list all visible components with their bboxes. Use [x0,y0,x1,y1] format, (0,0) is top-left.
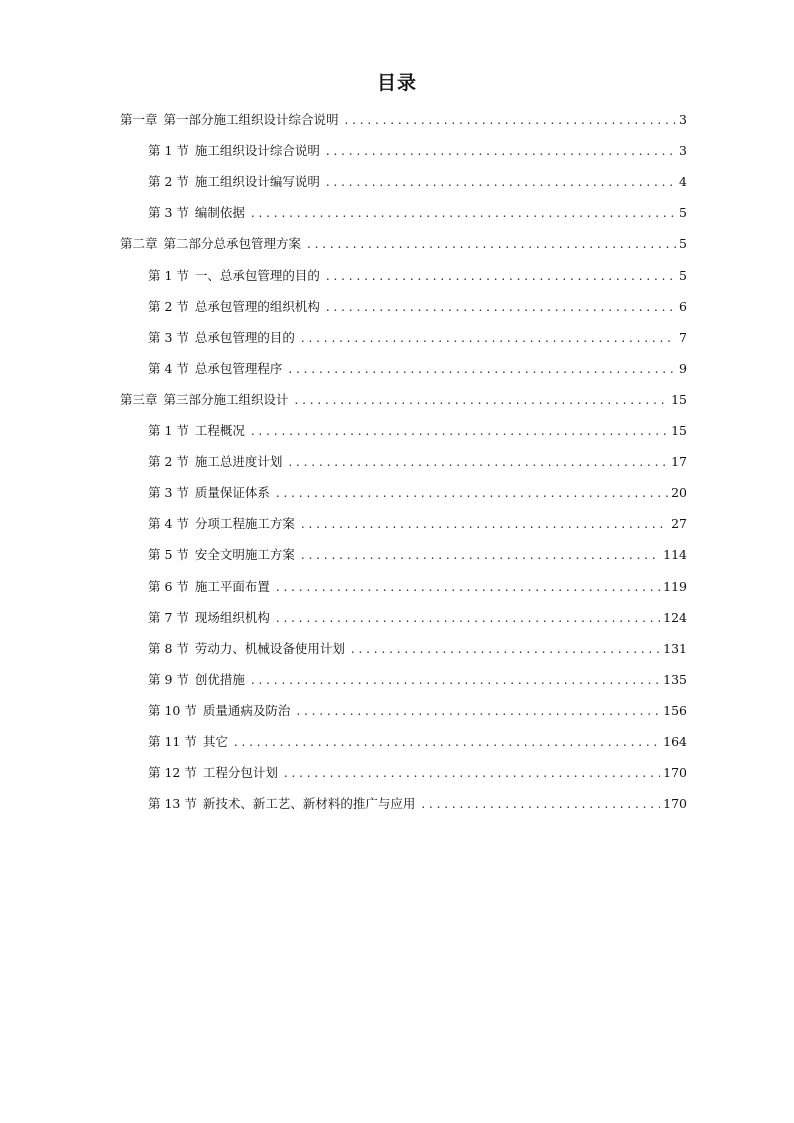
toc-dot-leader [295,388,669,412]
toc-page-number: 4 [679,174,687,189]
toc-entry-title: 施工平面布置 [194,579,270,594]
toc-entry-title: 安全文明施工方案 [194,547,295,562]
toc-entry-title: 第三部分施工组织设计 [163,392,289,407]
toc-dot-leader [288,450,668,474]
toc-page-number: 15 [671,392,687,407]
toc-section-entry[interactable] [148,326,687,350]
toc-section-entry[interactable] [148,575,687,599]
toc-page-number: 17 [671,454,687,469]
toc-section-entry[interactable] [148,264,687,288]
toc-entry-number: 第 9 节 [148,672,189,687]
toc-dot-leader [276,481,668,505]
toc-dot-leader [234,730,660,754]
toc-dot-leader [251,419,668,443]
toc-dot-leader [301,543,660,567]
toc-dot-leader [276,575,660,599]
toc-entry-title: 总承包管理的组织机构 [194,299,320,314]
toc-page-number: 170 [663,796,687,811]
toc-page-number: 156 [663,703,687,718]
toc-section-entry[interactable] [148,637,687,661]
toc-section-entry[interactable] [148,481,687,505]
toc-dot-leader [288,357,676,381]
toc-page-number: 3 [679,112,687,127]
toc-section-entry[interactable] [148,357,687,381]
toc-entry-number: 第 2 节 [148,174,189,189]
toc-page-number: 114 [663,547,687,562]
toc-dot-leader [251,668,660,692]
toc-entry-number: 第 7 节 [148,610,189,625]
toc-dot-leader [421,792,660,816]
toc-chapter-entry[interactable] [120,232,687,256]
toc-page-number: 7 [679,330,687,345]
toc-page-number: 5 [679,268,687,283]
toc-entry-number: 第 5 节 [148,547,189,562]
toc-entry-number: 第二章 [120,236,158,251]
toc-entry-number: 第三章 [120,392,158,407]
toc-section-entry[interactable] [148,699,687,723]
toc-entry-title: 分项工程施工方案 [194,516,295,531]
toc-entry-number: 第 2 节 [148,454,189,469]
toc-entry-number: 第 3 节 [148,485,189,500]
toc-entry-number: 第 4 节 [148,516,189,531]
toc-entry-title: 第一部分施工组织设计综合说明 [163,112,339,127]
toc-entry-number: 第 6 节 [148,579,189,594]
toc-dot-leader [345,108,677,132]
toc-dot-leader [301,512,668,536]
toc-entry-number: 第 2 节 [148,299,189,314]
toc-entry-number: 第 3 节 [148,205,189,220]
toc-page-number: 15 [671,423,687,438]
toc-page-number: 135 [663,672,687,687]
toc-entry-number: 第 1 节 [148,423,189,438]
toc-page-number: 5 [679,236,687,251]
toc-entry-number: 第 10 节 [148,703,197,718]
toc-dot-leader [296,699,660,723]
toc-section-entry[interactable] [148,419,687,443]
toc-dot-leader [301,326,676,350]
toc-section-entry[interactable] [148,668,687,692]
toc-entry-number: 第 1 节 [148,268,189,283]
toc-dot-leader [326,139,676,163]
toc-entry-title: 工程概况 [194,423,245,438]
toc-section-entry[interactable] [148,201,687,225]
toc-page-number: 124 [663,610,687,625]
toc-section-entry[interactable] [148,295,687,319]
toc-entry-number: 第 8 节 [148,641,189,656]
toc-dot-leader [307,232,676,256]
toc-section-entry[interactable] [148,139,687,163]
toc-dot-leader [326,170,676,194]
toc-entry-title: 总承包管理程序 [194,361,283,376]
toc-dot-leader [251,201,676,225]
toc-entry-number: 第 13 节 [148,796,197,811]
toc-page-number: 170 [663,765,687,780]
toc-section-entry[interactable] [148,170,687,194]
toc-dot-leader [351,637,660,661]
toc-entry-title: 创优措施 [194,672,245,687]
toc-entry-title: 施工总进度计划 [194,454,283,469]
toc-section-entry[interactable] [148,512,687,536]
toc-entry-title: 编制依据 [194,205,245,220]
toc-entry-title: 一、总承包管理的目的 [194,268,320,283]
toc-page-number: 9 [679,361,687,376]
toc-section-entry[interactable] [148,730,687,754]
toc-page-number: 20 [671,485,687,500]
toc-entry-title: 现场组织机构 [194,610,270,625]
toc-entry-number: 第 11 节 [148,734,197,749]
toc-dot-leader [284,761,660,785]
toc-entry-title: 质量通病及防治 [202,703,291,718]
toc-section-entry[interactable] [148,543,687,567]
toc-dot-leader [326,264,676,288]
toc-chapter-entry[interactable] [120,108,687,132]
toc-entry-title: 第二部分总承包管理方案 [163,236,302,251]
toc-page-number: 27 [671,516,687,531]
toc-section-entry[interactable] [148,606,687,630]
toc-entry-number: 第 12 节 [148,765,197,780]
toc-entry-title: 劳动力、机械设备使用计划 [194,641,345,656]
toc-page-number: 5 [679,205,687,220]
toc-section-entry[interactable] [148,792,687,816]
toc-entry-number: 第 1 节 [148,143,189,158]
toc-entry-title: 工程分包计划 [202,765,278,780]
toc-entry-number: 第一章 [120,112,158,127]
toc-section-entry[interactable] [148,761,687,785]
toc-entry-title: 施工组织设计编写说明 [194,174,320,189]
toc-page-number: 3 [679,143,687,158]
toc-dot-leader [276,606,660,630]
toc-entry-title: 其它 [202,734,228,749]
toc-entry-title: 总承包管理的目的 [194,330,295,345]
toc-entry-title: 施工组织设计综合说明 [194,143,320,158]
toc-entry-title: 质量保证体系 [194,485,270,500]
toc-chapter-entry[interactable] [120,388,687,412]
toc-page-number: 6 [679,299,687,314]
toc-entry-title: 新技术、新工艺、新材料的推广与应用 [202,796,416,811]
toc-entry-number: 第 4 节 [148,361,189,376]
toc-section-entry[interactable] [148,450,687,474]
toc-page-number: 119 [663,579,687,594]
toc-page-number: 131 [663,641,687,656]
toc-entry-number: 第 3 节 [148,330,189,345]
toc-title: 目录 [376,72,417,94]
toc-dot-leader [326,295,676,319]
toc-page-number: 164 [663,734,687,749]
